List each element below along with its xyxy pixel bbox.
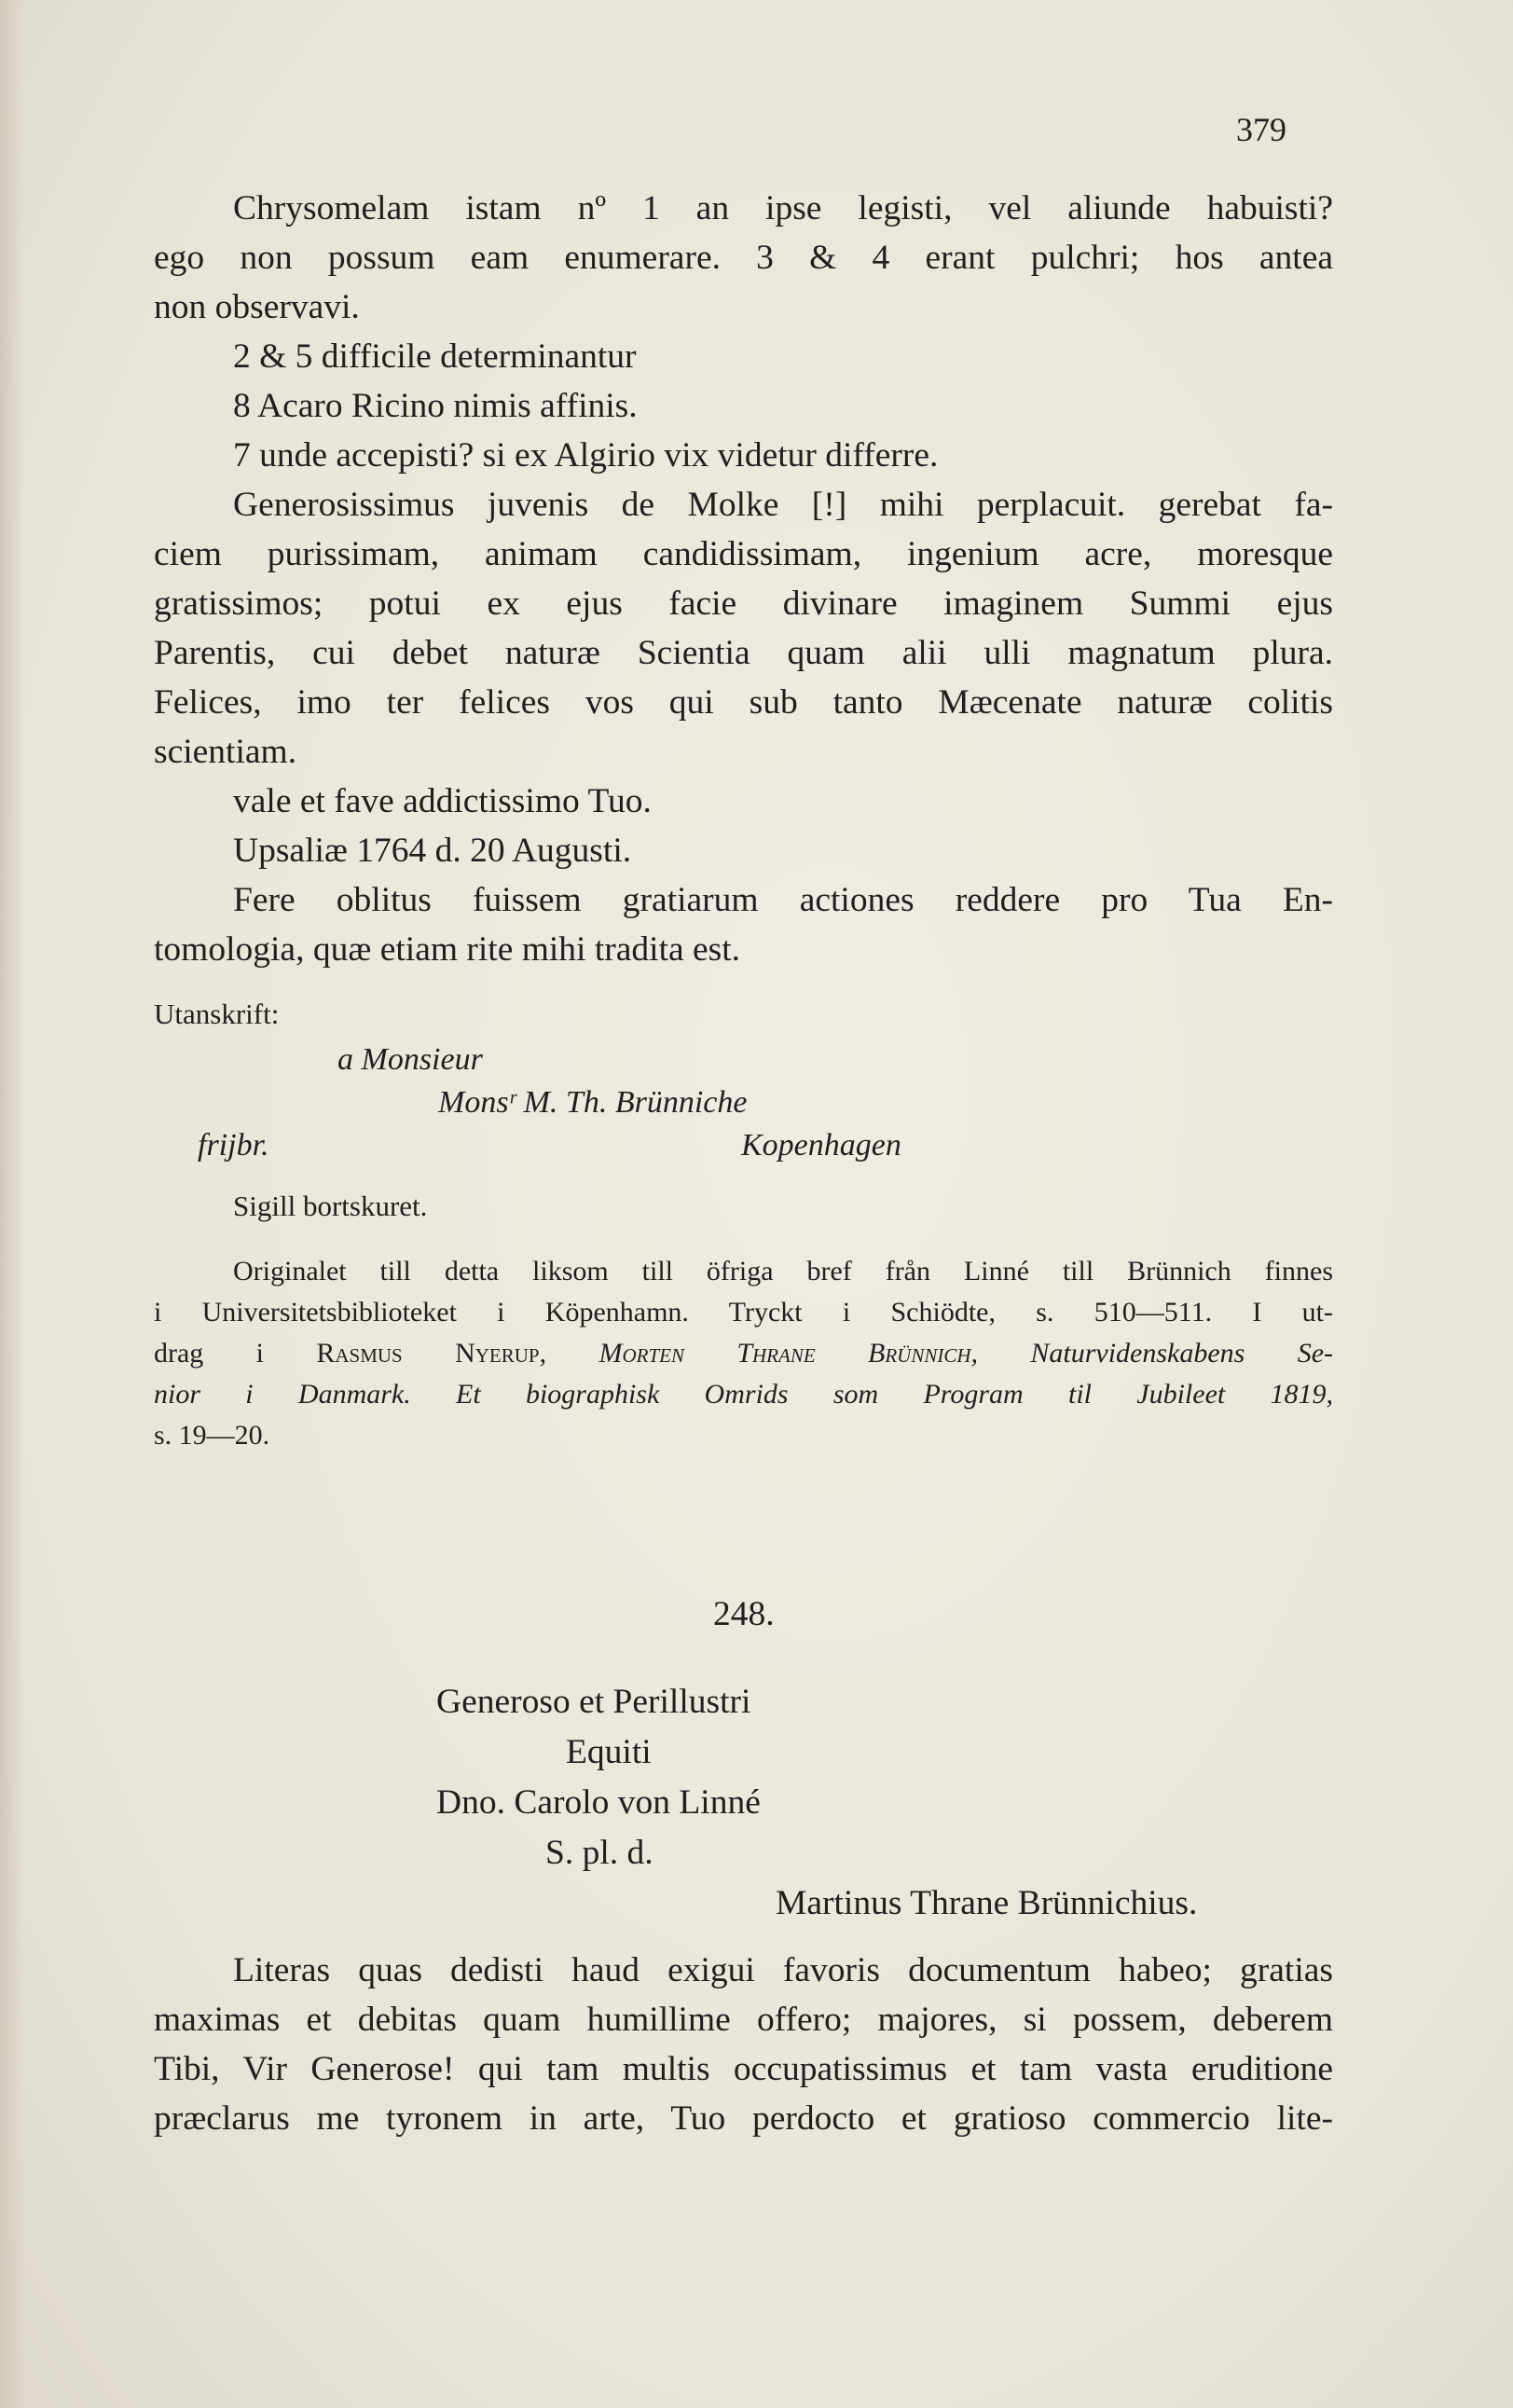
text-line: Felices, imo ter felices vos qui sub tanto Mæcenate naturæ colitis	[154, 683, 1333, 722]
letter-number: 248.	[713, 1595, 775, 1633]
text-line: Literas quas dedisti haud exigui favoris documentum habeo; gratias	[233, 1951, 1333, 1989]
address-right: Kopenhagen	[741, 1128, 901, 1163]
page-spine-shadow	[0, 0, 24, 2408]
text-line: scientiam.	[154, 733, 297, 771]
note-text: ,	[539, 1338, 599, 1369]
text-line: præclarus me tyronem in arte, Tuo perdocto et gratioso commercio lite-	[154, 2099, 1333, 2138]
text-line: maximas et debitas quam humillime offero; majores, si possem, deberem	[154, 2001, 1333, 2039]
author-name: Rasmus Nyerup	[316, 1338, 540, 1369]
note-line: i Universitetsbiblioteket i Köpenhamn. Tryckt i Schiödte, s. 510—511. I ut-	[154, 1297, 1333, 1328]
address-left: frijbr.	[198, 1128, 269, 1163]
text-line: Upsaliæ 1764 d. 20 Augusti.	[233, 832, 632, 870]
book-author: Morten Thrane Brünnich	[598, 1338, 971, 1369]
text-line: 7 unde accepisti? si ex Algirio vix videtur differre.	[233, 436, 939, 475]
book-title: , Naturvidenskabens Se-	[970, 1338, 1333, 1369]
text-line: vale et fave addictissimo Tuo.	[233, 782, 652, 820]
text-line: Tibi, Vir Generose! qui tam multis occupatissimus et tam vasta eruditione	[154, 2050, 1333, 2088]
text-line: 8 Acaro Ricino nimis affinis.	[233, 387, 638, 425]
salutation-line: Equiti	[566, 1733, 652, 1771]
note-text: drag i	[154, 1338, 317, 1369]
text-line: non observavi.	[154, 288, 360, 326]
text-line: ego non possum eam enumerare. 3 & 4 erant pulchri; hos antea	[154, 239, 1333, 277]
text-line: ciem purissimam, animam candidissimam, ingenium acre, moresque	[154, 535, 1333, 573]
text-line: Fere oblitus fuissem gratiarum actiones reddere pro Tua En-	[233, 881, 1333, 919]
salutation-line: Generoso et Perillustri	[436, 1683, 751, 1721]
text-line: Parentis, cui debet naturæ Scientia quam alii ulli magnatum plura.	[154, 634, 1333, 672]
note-line: s. 19—20.	[154, 1420, 270, 1451]
salutation-line: S. pl. d.	[545, 1834, 653, 1872]
note-line: nior i Danmark. Et biographisk Omrids som Program til Jubileet 1819,	[154, 1379, 1333, 1410]
page-number: 379	[1236, 111, 1286, 148]
address-line: a Monsieur	[337, 1042, 483, 1077]
note-line	[154, 1333, 1333, 1374]
address-line: Monsʳ M. Th. Brünniche	[438, 1085, 748, 1120]
address-label: Utanskrift:	[154, 998, 280, 1030]
text-line: gratissimos; potui ex ejus facie divinare imaginem Summi ejus	[154, 585, 1333, 623]
text-line: tomologia, quæ etiam rite mihi tradita est.	[154, 930, 741, 969]
seal-note: Sigill bortskuret.	[233, 1190, 428, 1222]
text-line: Chrysomelam istam nº 1 an ipse legisti, vel aliunde habuisti?	[233, 189, 1333, 227]
text-line: Generosissimus juvenis de Molke [!] mihi perplacuit. gerebat fa-	[233, 486, 1333, 524]
signature: Martinus Thrane Brünnichius.	[776, 1884, 1198, 1922]
text-line: 2 & 5 difficile determinantur	[233, 337, 637, 376]
salutation-line: Dno. Carolo von Linné	[436, 1783, 761, 1822]
note-line: Originalet till detta liksom till öfriga bref från Linné till Brünnich finnes	[233, 1256, 1333, 1287]
